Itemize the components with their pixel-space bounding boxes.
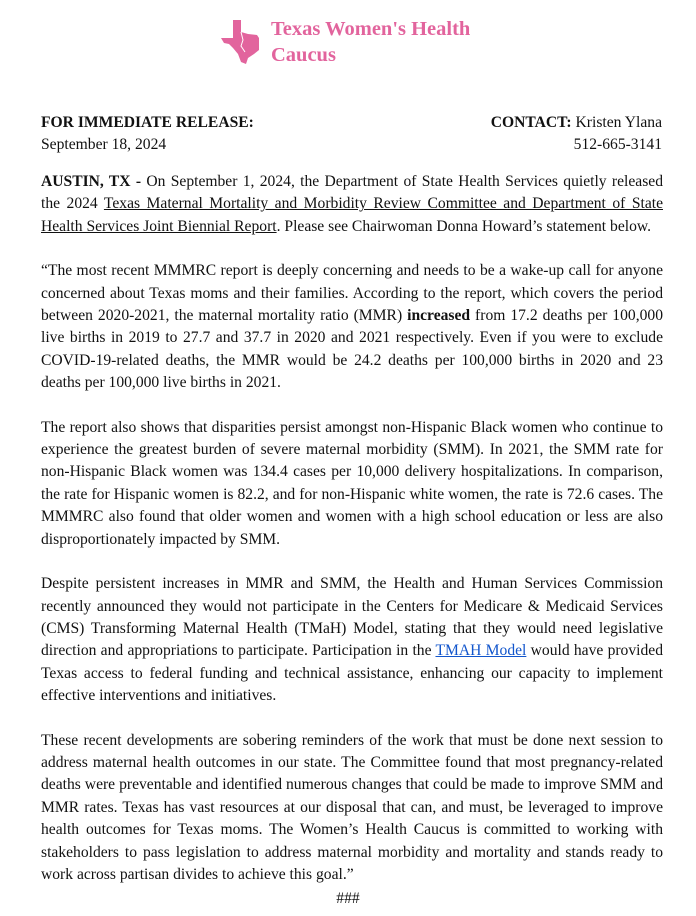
texas-map-icon: [221, 18, 269, 64]
end-mark: ###: [336, 890, 360, 907]
intro-text-end: . Please see Chairwoman Donna Howard’s statement below.: [276, 217, 652, 235]
contact-label: CONTACT:: [490, 114, 572, 131]
release-body: [41, 171, 663, 908]
paragraph-intro: [41, 171, 663, 238]
contact-name: Kristen Ylana: [575, 114, 662, 131]
statement-text-end: from 17.2 deaths per 100,000 live births in 2019 to 27.7 and 37.7 in 2020 and 2021 respectively. Even if you were to exclude COVID-19-related deaths, the MMR would be 24.2 deaths per 100,000 births in 2020 and 23 deaths per 100,000 live births in 2021.: [41, 307, 663, 392]
tmah-model-link[interactable]: TMAH Model: [435, 642, 527, 660]
statement-text: Despite persistent increases in MMR and SMM, the Health and Human Services Commission recently announced they would not participate in the Centers for Medicare & Medicaid Services (CMS) Transforming Maternal Health (TMaH) Model, stating that they would need legislative direction and appropriations to participate. Participation in the: [41, 575, 663, 660]
paragraph-statement-4: These recent developments are sobering reminders of the work that must be done next session to address maternal health outcomes in our state. The Committee found that most pregnancy-related deaths were preventable and identified numerous changes that could be made to improve SMM and MMR rates. Texas has vast resources at our disposal that can, and must, be leveraged to improve health outcomes for Texas moms. The Women’s Health Caucus is committed to working with stakeholders to pass legislation to address maternal morbidity and mortality and stands ready to work across partisan divides to achieve this goal.”: [41, 731, 663, 883]
release-date: September 18, 2024: [41, 136, 167, 154]
paragraph-statement-2: The report also shows that disparities persist amongst non-Hispanic Black women who continue to experience the greatest burden of severe maternal morbidity (SMM). In 2021, the SMM rate for non-Hispanic Black women was 134.4 cases per 10,000 delivery hospitalizations. In comparison, the rate for Hispanic women is 82.2, and for non-Hispanic white women, the rate is 72.6 cases. The MMMRC also found that older women and women with a high school education or less are also disproportionately impacted by SMM.: [41, 418, 663, 548]
statement-text: “The most recent MMMRC report is deeply concerning and needs to be a wake-up call for anyone concerned about Texas moms and their families. According to the report, which covers the period between 2020-2021, the maternal mortality ratio (MMR): [41, 262, 663, 325]
report-link[interactable]: Texas Maternal Mortality and Morbidity Review Committee and Department of State Health Services Joint Biennial Report: [41, 195, 663, 235]
emphasis-increased: increased: [407, 307, 471, 325]
paragraph-statement-1: [41, 260, 663, 394]
contact-phone: 512-665-3141: [573, 136, 662, 154]
release-label: FOR IMMEDIATE RELEASE:: [41, 114, 254, 131]
statement-text-end: would have provided Texas access to federal funding and technical assistance, enhancing our capacity to implement effective interventions and initiatives.: [41, 642, 663, 705]
logo-line-2: Caucus: [271, 44, 336, 66]
logo-line-1: Texas Women's Health: [271, 18, 471, 40]
contact-info: [491, 112, 662, 157]
intro-text: On September 1, 2024, the Department of State Health Services quietly released the 2024: [41, 173, 663, 213]
paragraph-statement-3: [41, 573, 663, 707]
caucus-logo: [221, 16, 470, 68]
dateline: AUSTIN, TX -: [41, 173, 142, 190]
release-info: [41, 112, 254, 157]
